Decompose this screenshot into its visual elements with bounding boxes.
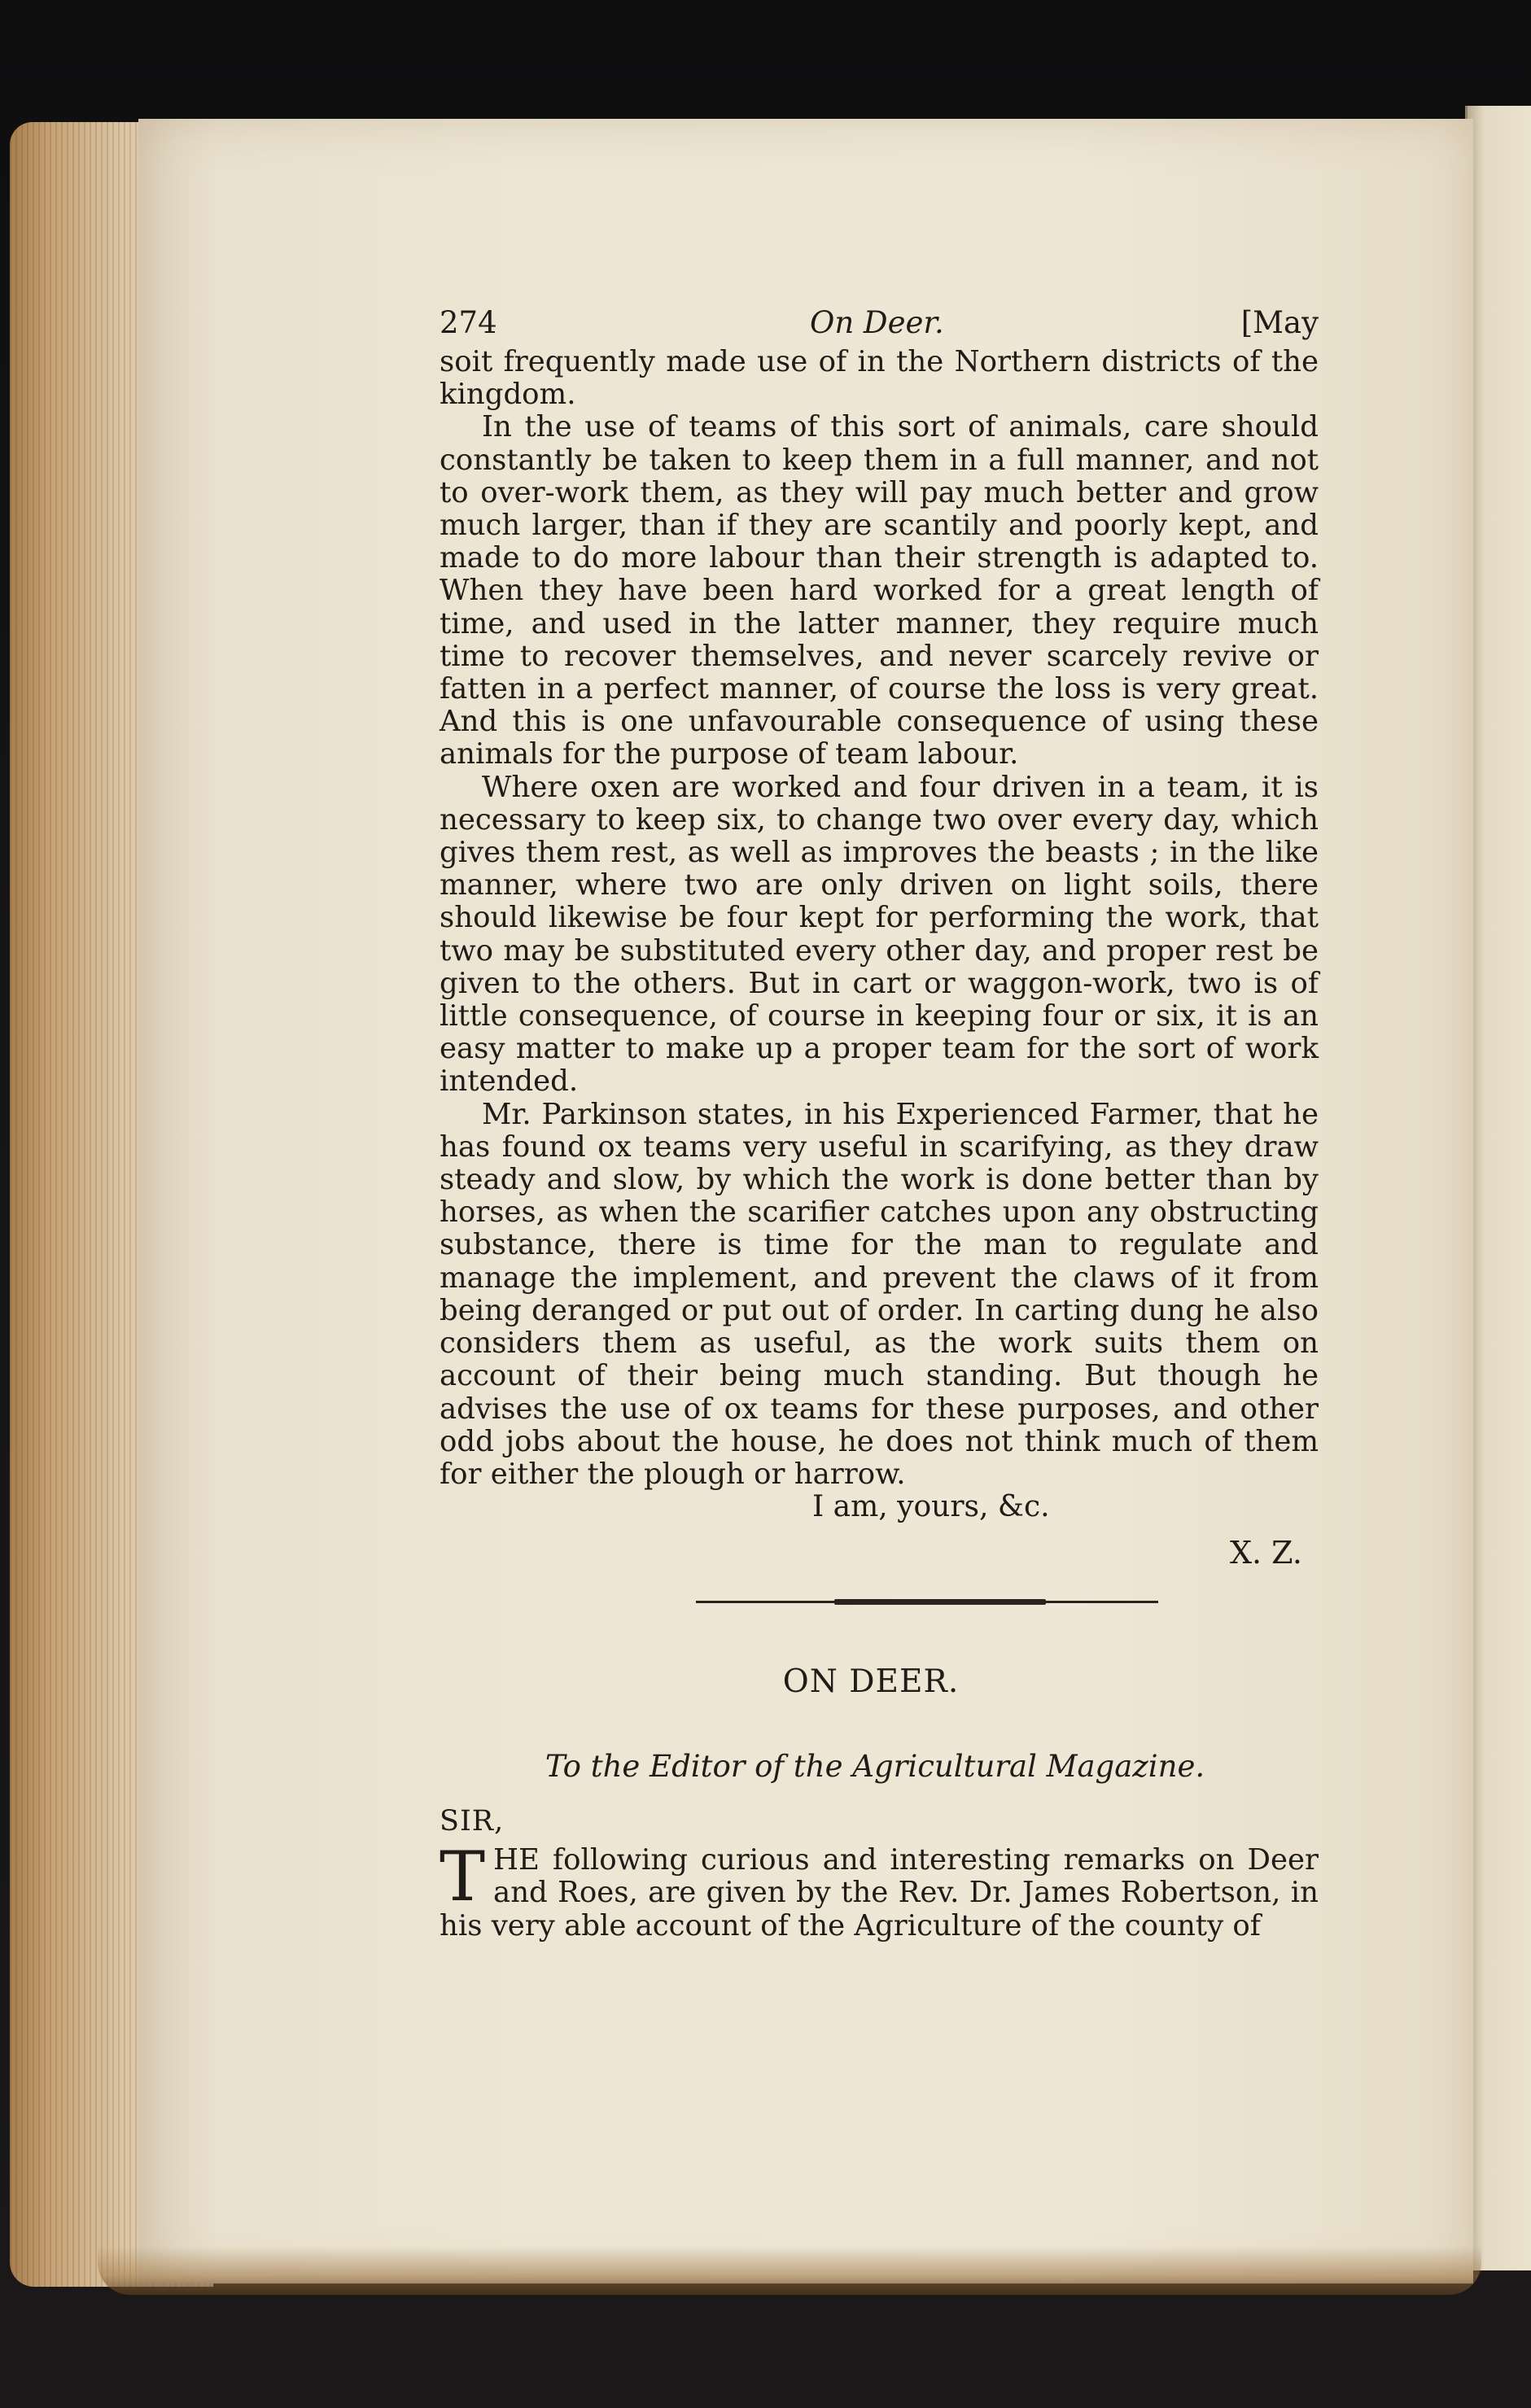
article-opening [440,1837,1319,1943]
paragraph-team-care: In the use of teams of this sort of animals, care should constantly be taken to keep them in a full manner, and not to over-work them, as they will pay much better and grow much larger, than if they are scantily and poorly kept, and made to do more labour than their strength is adapted to. When they have been hard worked for a great length of time, and used in the latter manner, they require much time to recover themselves, and never scarcely revive or fatten in a perfect manner, of course the loss is very great. And this is one unfavourable consequence of using these animals for the purpose of team labour. [440,410,1319,771]
article-opening-text: HE following curious and interesting remarks on Deer and Roes, are given by the Rev. Dr. James Robertson, in his very able account of the Agriculture of the county of [440,1843,1319,1943]
article-heading: ON DEER. [782,1663,960,1701]
running-head [440,281,1319,338]
article-addressee: To the Editor of the Agricultural Magazine. [545,1749,1205,1785]
paragraph-parkinson: Mr. Parkinson states, in his Experienced Farmer, that he has found ox teams very useful in scarifying, as they draw steady and slow, by which the work is done better than by horses, as when the scarifier catches upon any obstructing substance, there is time for the man to regulate and manage the implement, and prevent the claws of it from being deranged or put out of order. In carting dung he also considers them as useful, as the work suits them on account of their being much standing. But though he advises the use of ox teams for these purposes, and other odd jobs about the house, he does not think much of them for either the plough or harrow. [440,1097,1319,1491]
page-text [440,281,1319,1943]
letter-closing: I am, yours, &c. [812,1490,1050,1524]
running-title: On Deer. [810,305,944,340]
paragraph-continuation: soit frequently made use of in the Northern districts of the kingdom. [440,345,1319,412]
drop-cap: T [440,1837,486,1917]
paragraph-oxen-rotation: Where oxen are worked and four driven in a team, it is necessary to keep six, to change two over every day, which gives them rest, as well as improves the beasts ; in the like manner, where two are only driven on light soils, there should likewise be four kept for performing the work, that two may be substituted every other day, and proper rest be given to the others. But in cart or waggon-work, two is of little consequence, of course in keeping four or six, it is an easy matter to make up a proper team for the sort of work intended. [440,770,1319,1099]
section-divider [696,1598,1158,1606]
running-date: [May [1240,305,1319,340]
facing-page-edge [1465,106,1531,2270]
page-bottom-edge [98,2246,1481,2295]
letter-signature: X. Z. [1229,1535,1302,1571]
article-salutation: SIR, [440,1805,505,1838]
page-number: 274 [440,305,497,340]
